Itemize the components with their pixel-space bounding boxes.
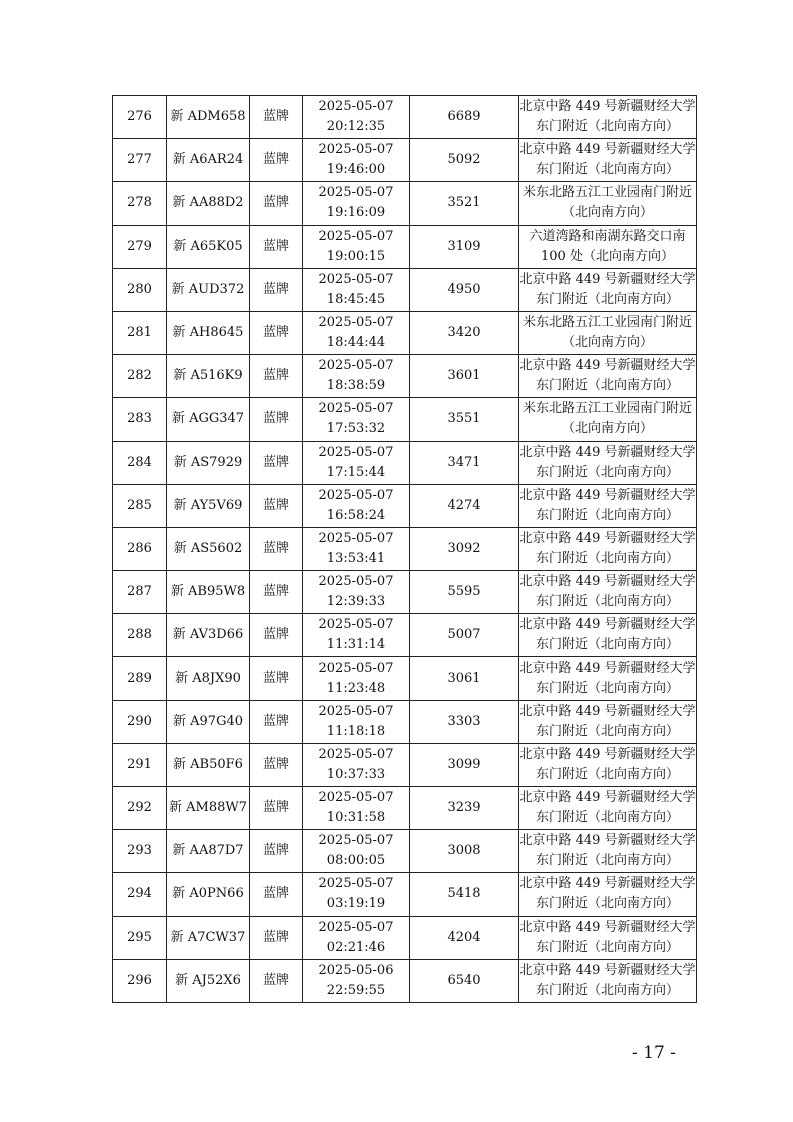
capture-time bbox=[303, 398, 410, 441]
measured-value: 5418 bbox=[410, 873, 519, 916]
location-line-2: 东门附近（北向南方向） bbox=[535, 291, 679, 307]
location bbox=[519, 355, 697, 398]
capture-date: 2025-05-06 bbox=[318, 962, 394, 978]
measured-value: 3092 bbox=[410, 527, 519, 570]
capture-clock: 16:58:24 bbox=[326, 507, 386, 523]
plate-number: 新 A0PN66 bbox=[167, 873, 250, 916]
record-number: 284 bbox=[113, 441, 167, 484]
table-row bbox=[113, 398, 697, 441]
location-line-2: 东门附近（北向南方向） bbox=[535, 896, 679, 912]
plate-type: 蓝牌 bbox=[250, 268, 303, 311]
plate-number: 新 A6AR24 bbox=[167, 139, 250, 182]
capture-date: 2025-05-07 bbox=[318, 617, 394, 633]
measured-value: 6689 bbox=[410, 96, 519, 139]
measured-value: 3521 bbox=[410, 182, 519, 225]
capture-date: 2025-05-07 bbox=[318, 271, 394, 287]
capture-date: 2025-05-07 bbox=[318, 401, 394, 417]
location-line-1: 北京中路 449 号新疆财经大学 bbox=[519, 746, 696, 762]
capture-time bbox=[303, 873, 410, 916]
plate-number: 新 A516K9 bbox=[167, 355, 250, 398]
capture-clock: 10:31:58 bbox=[326, 810, 386, 826]
location bbox=[519, 139, 697, 182]
table-row bbox=[113, 355, 697, 398]
capture-date: 2025-05-07 bbox=[318, 142, 394, 158]
plate-number: 新 ADM658 bbox=[167, 96, 250, 139]
location-line-2: 东门附近（北向南方向） bbox=[535, 853, 679, 869]
location-line-2: 东门附近（北向南方向） bbox=[535, 637, 679, 653]
plate-number: 新 AA87D7 bbox=[167, 830, 250, 873]
table-row bbox=[113, 571, 697, 614]
capture-clock: 11:23:48 bbox=[326, 680, 386, 696]
measured-value: 3303 bbox=[410, 700, 519, 743]
location-line-2: 东门附近（北向南方向） bbox=[535, 119, 679, 135]
location bbox=[519, 959, 697, 1002]
measured-value: 3601 bbox=[410, 355, 519, 398]
record-number: 276 bbox=[113, 96, 167, 139]
capture-time bbox=[303, 139, 410, 182]
record-number: 285 bbox=[113, 484, 167, 527]
capture-clock: 17:53:32 bbox=[326, 421, 386, 437]
record-number: 282 bbox=[113, 355, 167, 398]
location bbox=[519, 96, 697, 139]
location bbox=[519, 484, 697, 527]
plate-number: 新 AB50F6 bbox=[167, 743, 250, 786]
capture-clock: 10:37:33 bbox=[326, 766, 386, 782]
location-line-1: 北京中路 449 号新疆财经大学 bbox=[519, 919, 696, 935]
plate-type: 蓝牌 bbox=[250, 182, 303, 225]
capture-clock: 08:00:05 bbox=[326, 853, 386, 869]
record-number: 287 bbox=[113, 571, 167, 614]
location bbox=[519, 268, 697, 311]
measured-value: 6540 bbox=[410, 959, 519, 1002]
capture-clock: 12:39:33 bbox=[326, 594, 386, 610]
location-line-2: 东门附近（北向南方向） bbox=[535, 378, 679, 394]
location-line-1: 北京中路 449 号新疆财经大学 bbox=[519, 530, 696, 546]
location bbox=[519, 527, 697, 570]
measured-value: 5595 bbox=[410, 571, 519, 614]
plate-type: 蓝牌 bbox=[250, 484, 303, 527]
record-number: 288 bbox=[113, 614, 167, 657]
capture-time bbox=[303, 484, 410, 527]
plate-type: 蓝牌 bbox=[250, 916, 303, 959]
capture-date: 2025-05-07 bbox=[318, 876, 394, 892]
capture-clock: 22:59:55 bbox=[326, 982, 386, 998]
record-number: 277 bbox=[113, 139, 167, 182]
records-table-body bbox=[113, 96, 697, 1003]
plate-type: 蓝牌 bbox=[250, 787, 303, 830]
capture-time bbox=[303, 182, 410, 225]
location-line-1: 北京中路 449 号新疆财经大学 bbox=[519, 487, 696, 503]
measured-value: 5092 bbox=[410, 139, 519, 182]
table-row bbox=[113, 657, 697, 700]
plate-number: 新 AS7929 bbox=[167, 441, 250, 484]
plate-type: 蓝牌 bbox=[250, 959, 303, 1002]
record-number: 294 bbox=[113, 873, 167, 916]
capture-date: 2025-05-07 bbox=[318, 833, 394, 849]
location-line-2: 东门附近（北向南方向） bbox=[535, 723, 679, 739]
capture-clock: 03:19:19 bbox=[326, 896, 386, 912]
plate-number: 新 AB95W8 bbox=[167, 571, 250, 614]
plate-type: 蓝牌 bbox=[250, 873, 303, 916]
location-line-2: 东门附近（北向南方向） bbox=[535, 594, 679, 610]
record-number: 289 bbox=[113, 657, 167, 700]
location bbox=[519, 916, 697, 959]
capture-date: 2025-05-07 bbox=[318, 99, 394, 115]
capture-date: 2025-05-07 bbox=[318, 228, 394, 244]
location-line-1: 米东北路五江工业园南门附近 bbox=[522, 401, 692, 417]
location-line-1: 北京中路 449 号新疆财经大学 bbox=[519, 660, 696, 676]
plate-type: 蓝牌 bbox=[250, 398, 303, 441]
location-line-2: （北向南方向） bbox=[561, 421, 653, 437]
location-line-1: 北京中路 449 号新疆财经大学 bbox=[519, 876, 696, 892]
location-line-2: 东门附近（北向南方向） bbox=[535, 680, 679, 696]
record-number: 280 bbox=[113, 268, 167, 311]
location-line-2: 东门附近（北向南方向） bbox=[535, 464, 679, 480]
capture-date: 2025-05-07 bbox=[318, 574, 394, 590]
record-number: 295 bbox=[113, 916, 167, 959]
location-line-1: 米东北路五江工业园南门附近 bbox=[522, 315, 692, 331]
location bbox=[519, 873, 697, 916]
location-line-2: 东门附近（北向南方向） bbox=[535, 810, 679, 826]
capture-date: 2025-05-07 bbox=[318, 358, 394, 374]
location bbox=[519, 743, 697, 786]
plate-number: 新 AY5V69 bbox=[167, 484, 250, 527]
capture-clock: 18:44:44 bbox=[326, 335, 386, 351]
plate-type: 蓝牌 bbox=[250, 657, 303, 700]
plate-type: 蓝牌 bbox=[250, 527, 303, 570]
plate-number: 新 AA88D2 bbox=[167, 182, 250, 225]
plate-type: 蓝牌 bbox=[250, 441, 303, 484]
location bbox=[519, 225, 697, 268]
plate-number: 新 AGG347 bbox=[167, 398, 250, 441]
plate-number: 新 AUD372 bbox=[167, 268, 250, 311]
capture-time bbox=[303, 830, 410, 873]
record-number: 286 bbox=[113, 527, 167, 570]
plate-number: 新 AH8645 bbox=[167, 311, 250, 354]
table-row bbox=[113, 830, 697, 873]
location-line-1: 北京中路 449 号新疆财经大学 bbox=[519, 444, 696, 460]
location bbox=[519, 182, 697, 225]
plate-type: 蓝牌 bbox=[250, 571, 303, 614]
location-line-1: 北京中路 449 号新疆财经大学 bbox=[519, 703, 696, 719]
location-line-2: （北向南方向） bbox=[561, 205, 653, 221]
capture-time bbox=[303, 225, 410, 268]
plate-number: 新 AM88W7 bbox=[167, 787, 250, 830]
table-row bbox=[113, 700, 697, 743]
capture-time bbox=[303, 571, 410, 614]
capture-date: 2025-05-07 bbox=[318, 530, 394, 546]
capture-time bbox=[303, 614, 410, 657]
location-line-1: 北京中路 449 号新疆财经大学 bbox=[519, 617, 696, 633]
location-line-2: （北向南方向） bbox=[561, 335, 653, 351]
plate-number: 新 AJ52X6 bbox=[167, 959, 250, 1002]
capture-date: 2025-05-07 bbox=[318, 703, 394, 719]
location-line-1: 北京中路 449 号新疆财经大学 bbox=[519, 142, 696, 158]
capture-date: 2025-05-07 bbox=[318, 746, 394, 762]
capture-date: 2025-05-07 bbox=[318, 185, 394, 201]
table-row bbox=[113, 441, 697, 484]
capture-date: 2025-05-07 bbox=[318, 660, 394, 676]
location-line-1: 六道湾路和南湖东路交口南 bbox=[529, 228, 686, 244]
capture-date: 2025-05-07 bbox=[318, 487, 394, 503]
capture-clock: 20:12:35 bbox=[326, 119, 386, 135]
plate-number: 新 AV3D66 bbox=[167, 614, 250, 657]
capture-clock: 11:18:18 bbox=[326, 723, 386, 739]
plate-type: 蓝牌 bbox=[250, 96, 303, 139]
record-number: 292 bbox=[113, 787, 167, 830]
location-line-2: 东门附近（北向南方向） bbox=[535, 550, 679, 566]
measured-value: 3551 bbox=[410, 398, 519, 441]
location bbox=[519, 441, 697, 484]
table-row bbox=[113, 225, 697, 268]
capture-time bbox=[303, 787, 410, 830]
table-row bbox=[113, 916, 697, 959]
capture-time bbox=[303, 700, 410, 743]
record-number: 293 bbox=[113, 830, 167, 873]
location-line-2: 东门附近（北向南方向） bbox=[535, 507, 679, 523]
plate-number: 新 A7CW37 bbox=[167, 916, 250, 959]
record-number: 291 bbox=[113, 743, 167, 786]
location-line-2: 东门附近（北向南方向） bbox=[535, 939, 679, 955]
capture-time bbox=[303, 657, 410, 700]
capture-time bbox=[303, 916, 410, 959]
plate-type: 蓝牌 bbox=[250, 614, 303, 657]
table-row bbox=[113, 873, 697, 916]
capture-clock: 17:15:44 bbox=[326, 464, 386, 480]
table-row bbox=[113, 527, 697, 570]
plate-type: 蓝牌 bbox=[250, 743, 303, 786]
plate-number: 新 AS5602 bbox=[167, 527, 250, 570]
location bbox=[519, 700, 697, 743]
capture-time bbox=[303, 959, 410, 1002]
table-row bbox=[113, 614, 697, 657]
capture-clock: 02:21:46 bbox=[326, 939, 386, 955]
capture-time bbox=[303, 96, 410, 139]
capture-date: 2025-05-07 bbox=[318, 790, 394, 806]
location bbox=[519, 311, 697, 354]
measured-value: 4274 bbox=[410, 484, 519, 527]
capture-date: 2025-05-07 bbox=[318, 315, 394, 331]
table-row bbox=[113, 96, 697, 139]
measured-value: 3061 bbox=[410, 657, 519, 700]
capture-clock: 19:46:00 bbox=[326, 162, 386, 178]
location-line-2: 东门附近（北向南方向） bbox=[535, 766, 679, 782]
capture-clock: 18:45:45 bbox=[326, 291, 386, 307]
location-line-1: 北京中路 449 号新疆财经大学 bbox=[519, 574, 696, 590]
capture-clock: 19:16:09 bbox=[326, 205, 386, 221]
table-row bbox=[113, 787, 697, 830]
measured-value: 3239 bbox=[410, 787, 519, 830]
measured-value: 5007 bbox=[410, 614, 519, 657]
record-number: 281 bbox=[113, 311, 167, 354]
location-line-1: 北京中路 449 号新疆财经大学 bbox=[519, 833, 696, 849]
location bbox=[519, 571, 697, 614]
capture-time bbox=[303, 268, 410, 311]
capture-clock: 18:38:59 bbox=[326, 378, 386, 394]
table-row bbox=[113, 959, 697, 1002]
location-line-1: 米东北路五江工业园南门附近 bbox=[522, 185, 692, 201]
page-number: - 17 - bbox=[632, 1043, 676, 1063]
record-number: 290 bbox=[113, 700, 167, 743]
capture-time bbox=[303, 355, 410, 398]
capture-time bbox=[303, 743, 410, 786]
plate-type: 蓝牌 bbox=[250, 311, 303, 354]
location-line-1: 北京中路 449 号新疆财经大学 bbox=[519, 358, 696, 374]
table-row bbox=[113, 484, 697, 527]
location-line-2: 100 处（北向南方向） bbox=[541, 248, 674, 264]
records-table bbox=[112, 95, 697, 1003]
measured-value: 4950 bbox=[410, 268, 519, 311]
plate-type: 蓝牌 bbox=[250, 700, 303, 743]
measured-value: 3471 bbox=[410, 441, 519, 484]
capture-time bbox=[303, 311, 410, 354]
location-line-1: 北京中路 449 号新疆财经大学 bbox=[519, 99, 696, 115]
record-number: 278 bbox=[113, 182, 167, 225]
plate-number: 新 A65K05 bbox=[167, 225, 250, 268]
record-number: 296 bbox=[113, 959, 167, 1002]
capture-clock: 13:53:41 bbox=[326, 550, 386, 566]
plate-type: 蓝牌 bbox=[250, 355, 303, 398]
record-number: 283 bbox=[113, 398, 167, 441]
table-row bbox=[113, 182, 697, 225]
plate-type: 蓝牌 bbox=[250, 139, 303, 182]
plate-number: 新 A97G40 bbox=[167, 700, 250, 743]
plate-type: 蓝牌 bbox=[250, 225, 303, 268]
capture-clock: 11:31:14 bbox=[326, 637, 386, 653]
location bbox=[519, 398, 697, 441]
capture-time bbox=[303, 441, 410, 484]
location bbox=[519, 657, 697, 700]
table-row bbox=[113, 139, 697, 182]
table-row bbox=[113, 743, 697, 786]
measured-value: 3008 bbox=[410, 830, 519, 873]
measured-value: 3099 bbox=[410, 743, 519, 786]
location bbox=[519, 787, 697, 830]
measured-value: 4204 bbox=[410, 916, 519, 959]
table-row bbox=[113, 268, 697, 311]
plate-type: 蓝牌 bbox=[250, 830, 303, 873]
location bbox=[519, 614, 697, 657]
location-line-2: 东门附近（北向南方向） bbox=[535, 982, 679, 998]
location-line-1: 北京中路 449 号新疆财经大学 bbox=[519, 962, 696, 978]
table-row bbox=[113, 311, 697, 354]
location-line-1: 北京中路 449 号新疆财经大学 bbox=[519, 790, 696, 806]
location bbox=[519, 830, 697, 873]
capture-clock: 19:00:15 bbox=[326, 248, 386, 264]
measured-value: 3109 bbox=[410, 225, 519, 268]
record-number: 279 bbox=[113, 225, 167, 268]
plate-number: 新 A8JX90 bbox=[167, 657, 250, 700]
capture-time bbox=[303, 527, 410, 570]
location-line-2: 东门附近（北向南方向） bbox=[535, 162, 679, 178]
measured-value: 3420 bbox=[410, 311, 519, 354]
capture-date: 2025-05-07 bbox=[318, 919, 394, 935]
location-line-1: 北京中路 449 号新疆财经大学 bbox=[519, 271, 696, 287]
capture-date: 2025-05-07 bbox=[318, 444, 394, 460]
